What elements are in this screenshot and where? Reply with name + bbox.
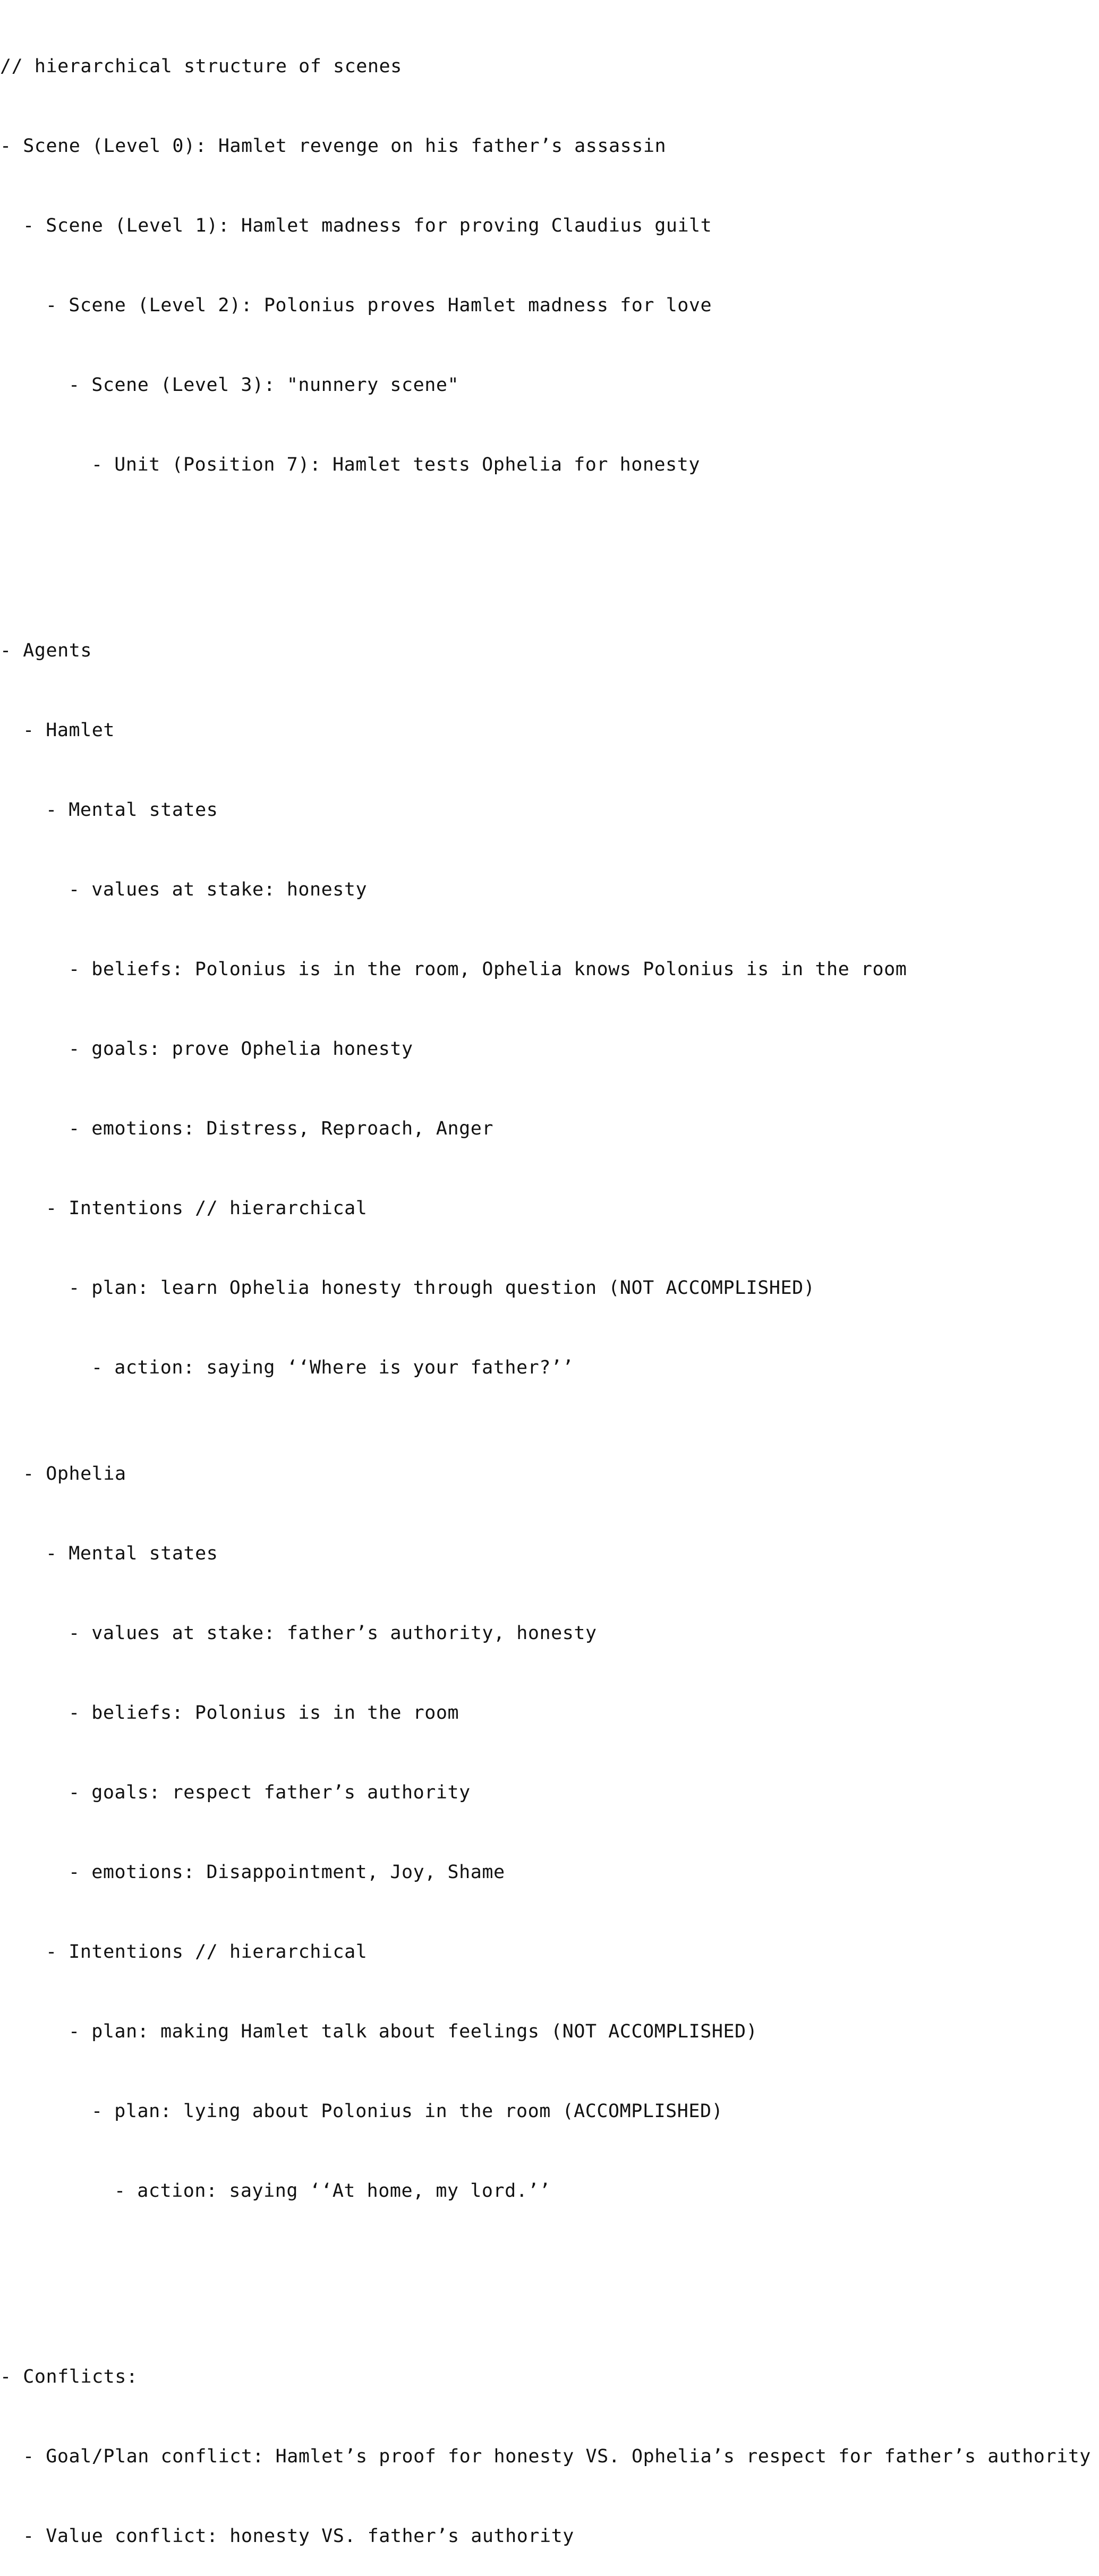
ophelia-action: - action: saying ‘‘At home, my lord.’’ xyxy=(114,2180,551,2202)
listing-line xyxy=(0,1036,1099,1062)
listing-line xyxy=(0,956,1099,983)
listing-line xyxy=(0,2364,1099,2390)
listing-line xyxy=(0,451,1099,478)
listing-line xyxy=(0,133,1099,159)
scene-level-1: - Scene (Level 1): Hamlet madness for proving Claudius guilt xyxy=(23,215,712,236)
header-comment: // hierarchical structure of scenes xyxy=(0,56,402,77)
listing-line xyxy=(0,2523,1099,2549)
listing-line xyxy=(0,1620,1099,1647)
scene-unit: - Unit (Position 7): Hamlet tests Ophelia for honesty xyxy=(91,454,700,475)
ophelia-plan: - plan: making Hamlet talk about feelings (NOT ACCOMPLISHED) xyxy=(69,2021,758,2042)
hamlet-values: - values at stake: honesty xyxy=(69,879,368,900)
scene-level-0: - Scene (Level 0): Hamlet revenge on his father’s assassin xyxy=(0,135,667,157)
listing-line xyxy=(0,2098,1099,2125)
hamlet-beliefs: - beliefs: Polonius is in the room, Ophelia knows Polonius is in the room xyxy=(69,959,907,980)
hamlet-emotions: - emotions: Distress, Reproach, Anger xyxy=(69,1118,494,1139)
ophelia-goals: - goals: respect father’s authority xyxy=(69,1782,471,1803)
listing-line xyxy=(0,797,1099,823)
ophelia-emotions: - emotions: Disappointment, Joy, Shame xyxy=(69,1862,505,1883)
listing-line xyxy=(0,876,1099,903)
listing-line xyxy=(0,372,1099,398)
listing-line xyxy=(0,637,1099,664)
value-conflict: - Value conflict: honesty VS. father’s authority xyxy=(23,2526,574,2547)
agent-hamlet-name: - Hamlet xyxy=(23,720,115,741)
listing-line xyxy=(0,1461,1099,1487)
listing-line xyxy=(0,1779,1099,1806)
listing-line xyxy=(0,1115,1099,1142)
agent-ophelia-name: - Ophelia xyxy=(23,1463,126,1485)
ophelia-subplan: - plan: lying about Polonius in the room (ACCOMPLISHED) xyxy=(91,2101,723,2122)
listing-line xyxy=(0,292,1099,319)
listing-line xyxy=(0,1195,1099,1222)
ophelia-values: - values at stake: father’s authority, honesty xyxy=(69,1623,597,1644)
goal-plan-conflict: - Goal/Plan conflict: Hamlet’s proof for honesty VS. Ophelia’s respect for father’s authority xyxy=(23,2446,1091,2467)
listing-line xyxy=(0,717,1099,744)
hamlet-plan: - plan: learn Ophelia honesty through question (NOT ACCOMPLISHED) xyxy=(69,1277,815,1299)
listing-line xyxy=(0,2178,1099,2204)
conflicts-label: - Conflicts: xyxy=(0,2366,138,2387)
listing-line xyxy=(0,53,1099,80)
listing-line xyxy=(0,212,1099,239)
ophelia-beliefs: - beliefs: Polonius is in the room xyxy=(69,1702,459,1724)
listing-line xyxy=(0,2018,1099,2045)
listing-line xyxy=(0,1275,1099,1301)
hamlet-intentions-label: - Intentions // hierarchical xyxy=(46,1198,368,1219)
listing-line xyxy=(0,1700,1099,1726)
listing-line xyxy=(0,1354,1099,1381)
hamlet-mental-states-label: - Mental states xyxy=(46,799,218,821)
blank-line xyxy=(0,531,1099,558)
ophelia-mental-states-label: - Mental states xyxy=(46,1543,218,1564)
hamlet-action: - action: saying ‘‘Where is your father?’’ xyxy=(91,1357,574,1378)
listing-line xyxy=(0,1540,1099,1567)
scene-level-3: - Scene (Level 3): "nunnery scene" xyxy=(69,374,459,396)
ophelia-intentions-label: - Intentions // hierarchical xyxy=(46,1941,368,1963)
listing-line xyxy=(0,1859,1099,1886)
blank-line xyxy=(0,2257,1099,2284)
listing-line xyxy=(0,2443,1099,2470)
hamlet-goals: - goals: prove Ophelia honesty xyxy=(69,1038,413,1060)
scene-level-2: - Scene (Level 2): Polonius proves Hamlet madness for love xyxy=(46,295,712,316)
agents-label: - Agents xyxy=(0,640,92,661)
listing-line xyxy=(0,1939,1099,1965)
